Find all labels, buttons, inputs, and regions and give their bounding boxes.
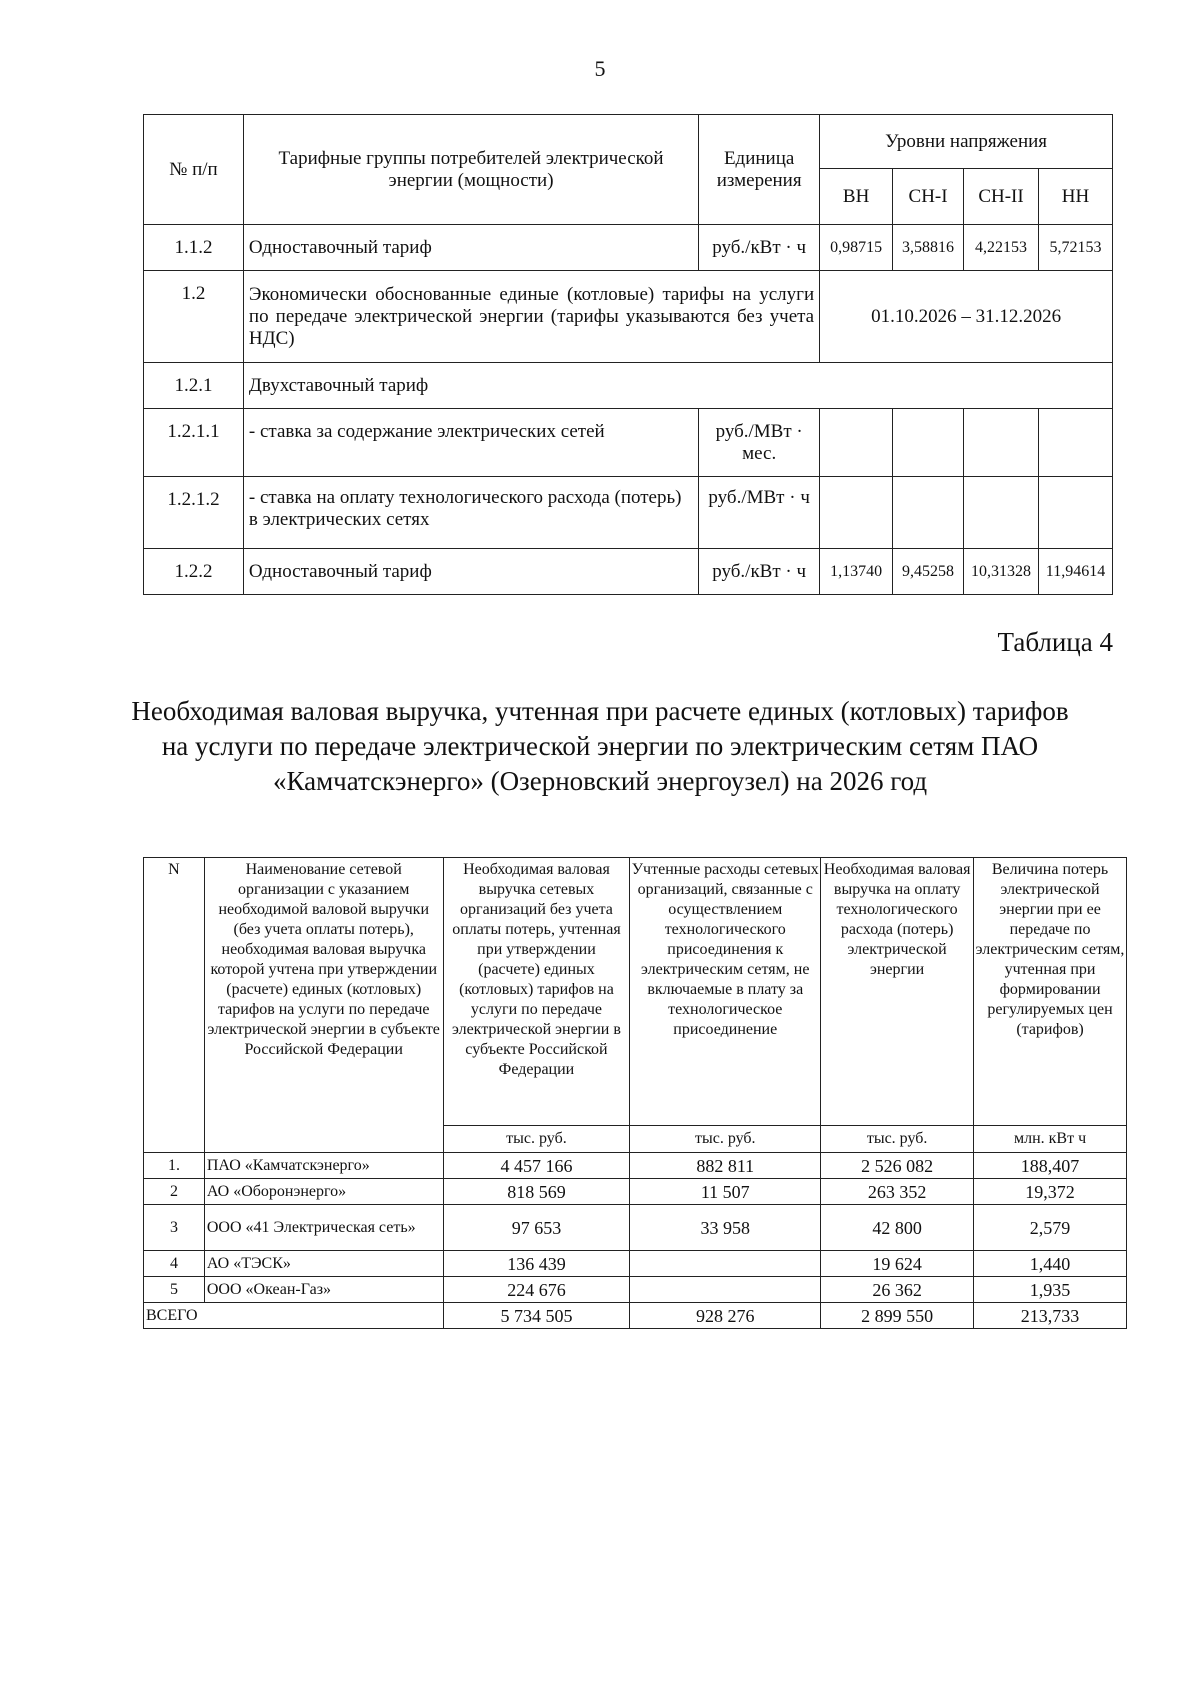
value-vn: 1,13740 xyxy=(820,549,893,595)
table-title: Необходимая валовая выручка, учтенная при расчете единых (котловых) тарифов на услуги по передаче электрической энергии по электрическим сетям ПАО «Камчатскэнерго» (Озерновский энергоузел) на 2026 год xyxy=(131,696,1069,796)
header-sn1: СН-I xyxy=(893,169,964,225)
row-period: 01.10.2026 – 31.12.2026 xyxy=(820,271,1113,363)
header-losses-volume: Величина потерь электрической энергии при ее передаче по электрическим сетям, учтенная при формировании регулируемых цен (тарифов) xyxy=(974,858,1127,1126)
header-levels: Уровни напряжения xyxy=(820,115,1113,169)
value-sn1: 3,58816 xyxy=(893,225,964,271)
header-expenses: Учтенные расходы сетевых организаций, связанные с осуществлением технологического присоединения к электрическим сетям, не включаемые в плату за технологическое присоединение xyxy=(630,858,821,1126)
row-nvv: 4 457 166 xyxy=(443,1153,630,1179)
row-nvv: 97 653 xyxy=(443,1205,630,1251)
row-name: ООО «41 Электрическая сеть» xyxy=(204,1205,443,1251)
unit-losses-pay: тыс. руб. xyxy=(821,1126,974,1153)
tariff-table xyxy=(143,114,1113,595)
unit-expenses: тыс. руб. xyxy=(630,1126,821,1153)
row-num: 1.2.2 xyxy=(144,549,244,595)
row-num: 1.2.1.1 xyxy=(144,409,244,477)
row-n: 2 xyxy=(144,1179,205,1205)
table-row xyxy=(144,271,1113,363)
table-row xyxy=(144,477,1113,549)
total-row xyxy=(144,1303,1127,1329)
row-unit: руб./кВт · ч xyxy=(699,225,820,271)
row-expenses: 33 958 xyxy=(630,1205,821,1251)
row-losses-volume: 1,440 xyxy=(974,1251,1127,1277)
unit-nvv: тыс. руб. xyxy=(443,1126,630,1153)
total-nvv: 5 734 505 xyxy=(443,1303,630,1329)
header-group: Тарифные группы потребителей электрической энергии (мощности) xyxy=(243,115,698,225)
row-losses-volume: 2,579 xyxy=(974,1205,1127,1251)
row-unit: руб./кВт · ч xyxy=(699,549,820,595)
row-name: ООО «Океан-Газ» xyxy=(204,1277,443,1303)
table-row xyxy=(144,1277,1127,1303)
header-name: Наименование сетевой организации с указанием необходимой валовой выручки (без учета оплаты потерь), необходимая валовая выручка которой учтена при утверждении (расчете) единых (котловых) тарифов на услуги по передаче электрической энергии в субъекте Российской Федерации xyxy=(204,858,443,1153)
total-losses-volume: 213,733 xyxy=(974,1303,1127,1329)
row-losses-pay: 42 800 xyxy=(821,1205,974,1251)
row-losses-pay: 263 352 xyxy=(821,1179,974,1205)
row-losses-volume: 188,407 xyxy=(974,1153,1127,1179)
table-row xyxy=(144,225,1113,271)
value-vn xyxy=(820,409,893,477)
row-expenses xyxy=(630,1277,821,1303)
unit-losses-volume: млн. кВт ч xyxy=(974,1126,1127,1153)
value-sn2 xyxy=(964,409,1039,477)
row-losses-volume: 19,372 xyxy=(974,1179,1127,1205)
total-losses-pay: 2 899 550 xyxy=(821,1303,974,1329)
row-name: Одноставочный тариф xyxy=(243,549,698,595)
header-n: N xyxy=(144,858,205,1153)
table-row xyxy=(144,1179,1127,1205)
row-n: 1. xyxy=(144,1153,205,1179)
header-losses-pay: Необходимая валовая выручка на оплату технологического расхода (потерь) электрической энергии xyxy=(821,858,974,1126)
row-expenses: 11 507 xyxy=(630,1179,821,1205)
header-nvv: Необходимая валовая выручка сетевых организаций без учета оплаты потерь, учтенная при утверждении (расчете) единых (котловых) тарифов на услуги по передаче электрической энергии в субъекте Российской Федерации xyxy=(443,858,630,1126)
value-sn2: 10,31328 xyxy=(964,549,1039,595)
row-name: АО «Оборонэнерго» xyxy=(204,1179,443,1205)
row-expenses xyxy=(630,1251,821,1277)
value-nn: 5,72153 xyxy=(1039,225,1113,271)
row-n: 3 xyxy=(144,1205,205,1251)
row-n: 4 xyxy=(144,1251,205,1277)
row-n: 5 xyxy=(144,1277,205,1303)
header-vn: ВН xyxy=(820,169,893,225)
row-nvv: 136 439 xyxy=(443,1251,630,1277)
row-losses-volume: 1,935 xyxy=(974,1277,1127,1303)
value-sn1: 9,45258 xyxy=(893,549,964,595)
row-losses-pay: 2 526 082 xyxy=(821,1153,974,1179)
table-label: Таблица 4 xyxy=(997,627,1113,657)
row-unit: руб./МВт · ч xyxy=(699,477,820,549)
table-row xyxy=(144,1153,1127,1179)
header-unit: Единица измерения xyxy=(699,115,820,225)
header-sn2: СН-II xyxy=(964,169,1039,225)
value-nn: 11,94614 xyxy=(1039,549,1113,595)
table-row xyxy=(144,1205,1127,1251)
row-name: АО «ТЭСК» xyxy=(204,1251,443,1277)
row-losses-pay: 19 624 xyxy=(821,1251,974,1277)
row-name: - ставка за содержание электрических сетей xyxy=(243,409,698,477)
row-num: 1.2.1.2 xyxy=(144,477,244,549)
header-num: № п/п xyxy=(144,115,244,225)
value-sn2 xyxy=(964,477,1039,549)
row-losses-pay: 26 362 xyxy=(821,1277,974,1303)
table-row xyxy=(144,409,1113,477)
row-name: - ставка на оплату технологического расхода (потерь) в электрических сетях xyxy=(243,477,698,549)
row-unit: руб./МВт · мес. xyxy=(699,409,820,477)
row-nvv: 224 676 xyxy=(443,1277,630,1303)
value-sn1 xyxy=(893,409,964,477)
table-row xyxy=(144,549,1113,595)
header-nn: НН xyxy=(1039,169,1113,225)
value-nn xyxy=(1039,477,1113,549)
row-name: Двухставочный тариф xyxy=(243,363,1112,409)
value-vn xyxy=(820,477,893,549)
value-nn xyxy=(1039,409,1113,477)
table-row xyxy=(144,363,1113,409)
row-num: 1.2.1 xyxy=(144,363,244,409)
value-sn1 xyxy=(893,477,964,549)
row-name: Экономически обоснованные единые (котловые) тарифы на услуги по передаче электрической энергии (тарифы указываются без учета НДС) xyxy=(243,271,819,363)
table-row xyxy=(144,1251,1127,1277)
row-expenses: 882 811 xyxy=(630,1153,821,1179)
row-num: 1.1.2 xyxy=(144,225,244,271)
total-expenses: 928 276 xyxy=(630,1303,821,1329)
row-name: ПАО «Камчатскэнерго» xyxy=(204,1153,443,1179)
row-nvv: 818 569 xyxy=(443,1179,630,1205)
page-number: 5 xyxy=(594,56,606,81)
row-name: Одноставочный тариф xyxy=(243,225,698,271)
revenue-table xyxy=(143,857,1127,1329)
total-label: ВСЕГО xyxy=(144,1303,444,1329)
row-num: 1.2 xyxy=(144,271,244,363)
value-sn2: 4,22153 xyxy=(964,225,1039,271)
value-vn: 0,98715 xyxy=(820,225,893,271)
